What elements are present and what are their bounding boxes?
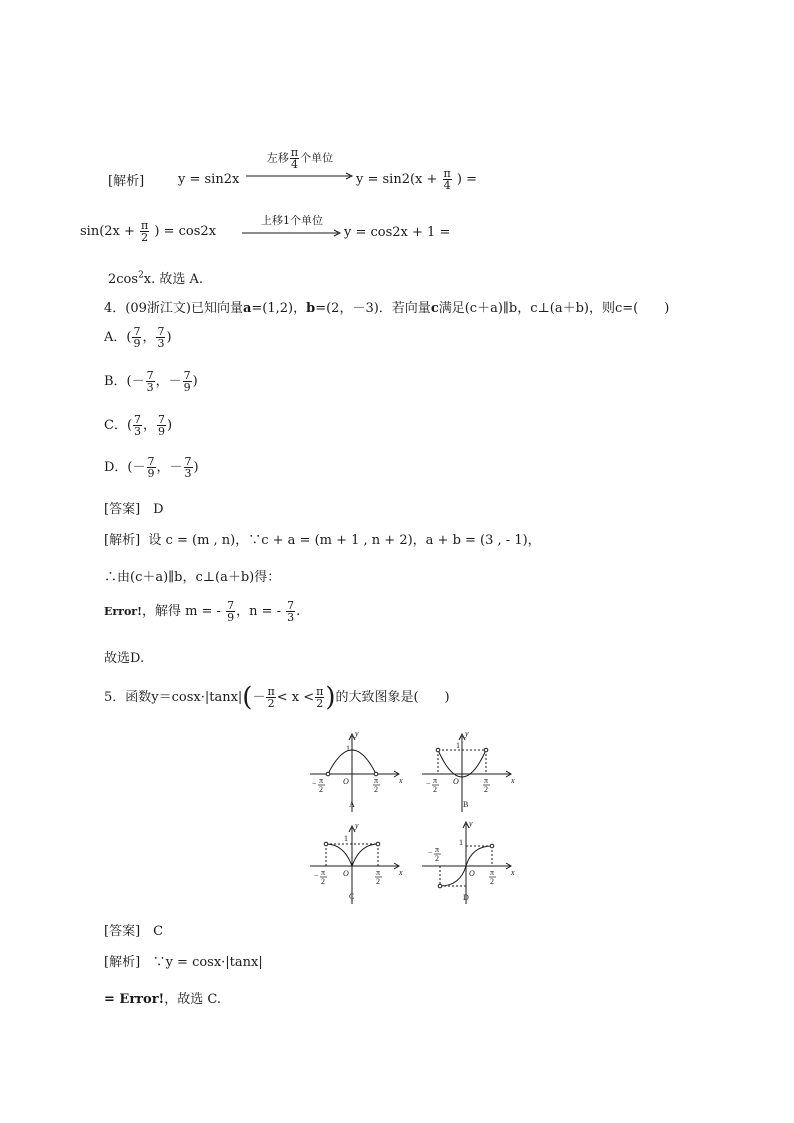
opt-a-n2: 7 (157, 325, 165, 338)
graph-a-r2: 2 (374, 785, 378, 794)
arrow1-line (246, 172, 354, 180)
graph-c-x-label: x (399, 868, 403, 877)
q5-stem (104, 682, 450, 713)
graph-b-one: 1 (456, 741, 460, 750)
q4-vec-b: b (306, 301, 316, 316)
opt-b-frac1 (146, 370, 155, 393)
shift-up-arrow (242, 212, 342, 237)
l1-right-num: π (443, 167, 451, 180)
l3-pre: 2cos (108, 272, 139, 287)
q4-sol-l3-mid2: ，n = - (236, 604, 282, 619)
graph-a-l2: 2 (319, 785, 323, 794)
q4-m-den: 9 (227, 611, 235, 624)
graph-c-r2: 2 (376, 877, 380, 886)
q4-sol-tag: [解析] (104, 533, 141, 548)
q4-sol-l3-end: . (296, 604, 301, 619)
opt-d-d2: 3 (184, 467, 192, 480)
q4-option-a[interactable] (104, 326, 172, 349)
l3-sup: 2 (138, 270, 144, 281)
l1-right-post: ) = (456, 172, 478, 187)
graph-b-origin: O (453, 777, 459, 786)
graph-d-origin: O (469, 869, 475, 878)
q5-error-ref: = Error! (104, 992, 165, 1007)
l1-right-den: 4 (443, 179, 451, 192)
opt-b-d1: 3 (146, 381, 154, 394)
q4-solution-line4: 故选D. (104, 651, 145, 666)
graph-d-lpi: π (435, 845, 440, 854)
sol3-line2-right: y = cos2x + 1 = (344, 225, 451, 240)
l3-post: x. 故选 A. (143, 272, 204, 287)
q4-option-c[interactable] (104, 414, 172, 437)
l2-left-num: π (141, 219, 149, 232)
q4-n-frac (286, 600, 295, 623)
q4-solution-line1 (104, 529, 541, 548)
q5-solution-line1 (104, 951, 263, 970)
opt-d-frac1 (147, 456, 156, 479)
graph-d-open-right (490, 844, 494, 848)
arrow1-num: π (290, 146, 299, 159)
l2-left-post: ) = cos2x (154, 224, 217, 239)
arrow2-label: 上移1个单位 (261, 214, 323, 227)
q4-option-d[interactable] (104, 456, 199, 479)
q5-den2: 2 (316, 697, 324, 710)
svg-text:−: − (312, 779, 317, 788)
q5-solution-line2 (104, 988, 221, 1007)
opt-d-frac2 (184, 456, 193, 479)
q5-stem-post: 的大致图象是( ) (335, 690, 450, 705)
graph-c-rpi: π (376, 868, 381, 877)
q5-frac1 (266, 686, 275, 709)
sol3-line1-left: y = sin2x (178, 172, 240, 187)
graph-c-open-right (376, 842, 380, 846)
q5-stem-pre: 5．函数y＝cosx·|tanx| (104, 690, 243, 705)
opt-c-d2: 9 (158, 425, 166, 438)
q5-num1: π (267, 685, 275, 698)
graph-b-x-label: x (511, 776, 515, 785)
opt-b-sep: ，－ (155, 374, 182, 389)
opt-a-end: ) (166, 330, 172, 345)
opt-b-frac2 (183, 370, 192, 393)
arrow1-label-post: 个单位 (300, 151, 334, 165)
opt-b-label: B．(－ (104, 374, 145, 389)
q4-stem (104, 297, 669, 316)
graph-b-open-right (484, 748, 488, 752)
graph-a-y-label: y (355, 729, 359, 738)
q5-sol-l1: ∵y = cosx·|tanx| (152, 955, 263, 970)
q5-cond-mid: < x < (276, 690, 315, 705)
graph-b-rpi: π (484, 776, 489, 785)
opt-d-end: ) (193, 460, 199, 475)
q5-sol-l2-post: ，故选 C. (164, 992, 222, 1007)
graph-c-curve-right (352, 844, 378, 866)
graph-d-open-left (438, 884, 442, 888)
opt-b-d2: 9 (183, 381, 191, 394)
q4-option-b[interactable] (104, 370, 198, 393)
q4-stem-pre: 4．(09浙江文)已知向量 (104, 301, 243, 316)
svg-text:−: − (426, 779, 431, 788)
opt-a-sep: ， (142, 330, 156, 345)
q5-answer: [答案] C (104, 924, 164, 939)
shift-left-arrow (246, 147, 354, 180)
graph-d-caption: D (463, 893, 469, 902)
sol3-line2-left (80, 220, 216, 243)
opt-b-end: ) (192, 374, 198, 389)
opt-d-n2: 7 (184, 455, 192, 468)
opt-a-d1: 9 (133, 337, 141, 350)
solution-tag: [解析] (108, 174, 145, 189)
sol3-line1-right (356, 168, 477, 191)
q5-frac2 (315, 686, 324, 709)
q4-sol-l3-mid: ，解得 m = - (141, 604, 221, 619)
q5-den1: 2 (267, 697, 275, 710)
graph-c-l2: 2 (321, 877, 325, 886)
l2-left-den: 2 (141, 231, 149, 244)
arrow1-fraction (290, 147, 299, 170)
opt-c-n2: 7 (158, 413, 166, 426)
opt-b-n2: 7 (183, 369, 191, 382)
arrow2-line (242, 229, 342, 237)
graph-a-origin: O (343, 777, 349, 786)
q4-condition: 满足(c＋a)∥b，c⊥(a＋b)，则c=( ) (438, 301, 670, 316)
arrow1-den: 4 (290, 158, 298, 171)
q4-error-ref: Error! (104, 605, 142, 618)
graph-b-lpi: π (433, 776, 438, 785)
q5-paren-close: ) (325, 682, 336, 713)
graph-d[interactable] (420, 820, 520, 906)
q5-paren-open: ( (242, 682, 253, 713)
graph-d-rpi: π (490, 868, 495, 877)
graph-c-lpi: π (321, 868, 326, 877)
opt-c-sep: ， (143, 418, 157, 433)
q4-n-den: 3 (287, 611, 295, 624)
l2-left-pre: sin(2x + (80, 224, 135, 239)
svg-text:−: − (428, 848, 433, 857)
graph-a-open-left (326, 772, 330, 776)
opt-c-end: ) (167, 418, 173, 433)
opt-a-frac2 (156, 326, 165, 349)
opt-a-frac1 (132, 326, 141, 349)
q4-b-val: =(2，－3)．若向量 (315, 301, 431, 316)
graph-a[interactable] (308, 728, 408, 814)
graph-b-r2: 2 (484, 785, 488, 794)
opt-b-n1: 7 (146, 369, 154, 382)
opt-d-label: D．(－ (104, 460, 146, 475)
q4-m-frac (226, 600, 235, 623)
opt-d-sep: ，－ (156, 460, 183, 475)
q4-n-num: 7 (287, 599, 295, 612)
graph-b[interactable] (420, 728, 520, 814)
q4-a-val: =(1,2)， (251, 301, 307, 316)
graph-a-x-label: x (399, 776, 403, 785)
q4-solution-line2: ∴由(c＋a)∥b，c⊥(a＋b)得： (104, 570, 281, 585)
arrow1-label-pre: 左移 (266, 151, 289, 165)
graph-c-one: 1 (344, 834, 348, 843)
q4-answer: [答案] D (104, 502, 164, 517)
opt-a-n1: 7 (133, 325, 141, 338)
l1-right-pre: y = sin2(x + (356, 172, 438, 187)
graph-a-caption: A (349, 800, 355, 809)
q4-sol-l1: 设 c = (m , n)，∵c + a = (m + 1 , n + 2)，a + b = (3 , - 1)， (148, 533, 541, 548)
q5-num2: π (316, 685, 324, 698)
opt-c-n1: 7 (134, 413, 142, 426)
opt-c-frac2 (157, 414, 166, 437)
graph-d-r2: 2 (490, 877, 494, 886)
l1-right-fraction (443, 168, 452, 191)
opt-d-d1: 9 (147, 467, 155, 480)
graph-d-one: 1 (459, 838, 463, 847)
graph-c-curve-left (326, 844, 352, 866)
graph-b-y-label: y (465, 729, 469, 738)
opt-c-d1: 3 (134, 425, 142, 438)
q5-cond-pre: － (252, 690, 266, 705)
graph-c-open-left (324, 842, 328, 846)
q4-solution-line3 (104, 600, 300, 623)
graph-c[interactable] (308, 820, 408, 906)
opt-d-n1: 7 (147, 455, 155, 468)
graph-d-l2: 2 (435, 854, 439, 863)
svg-text:−: − (314, 871, 319, 880)
graph-d-x-label: x (511, 868, 515, 877)
graph-c-origin: O (343, 869, 349, 878)
graph-b-l2: 2 (433, 785, 437, 794)
graph-c-y-label: y (355, 821, 359, 830)
q4-vec-c: c (430, 301, 439, 316)
opt-c-frac1 (133, 414, 142, 437)
graph-a-one: 1 (346, 744, 350, 753)
graph-a-lpi: π (319, 776, 324, 785)
sol3-line3 (108, 268, 203, 287)
graph-a-rpi: π (374, 776, 379, 785)
opt-a-label: A．( (104, 330, 132, 345)
graph-d-y-label: y (469, 820, 473, 828)
q4-m-num: 7 (227, 599, 235, 612)
q5-sol-tag: [解析] (104, 955, 141, 970)
l2-left-fraction (140, 220, 149, 243)
graph-b-open-left (436, 748, 440, 752)
graph-b-caption: B (463, 800, 469, 809)
opt-c-label: C．( (104, 418, 133, 433)
graph-c-caption: C (349, 892, 355, 901)
opt-a-d2: 3 (157, 337, 165, 350)
q4-vec-a: a (242, 301, 252, 316)
